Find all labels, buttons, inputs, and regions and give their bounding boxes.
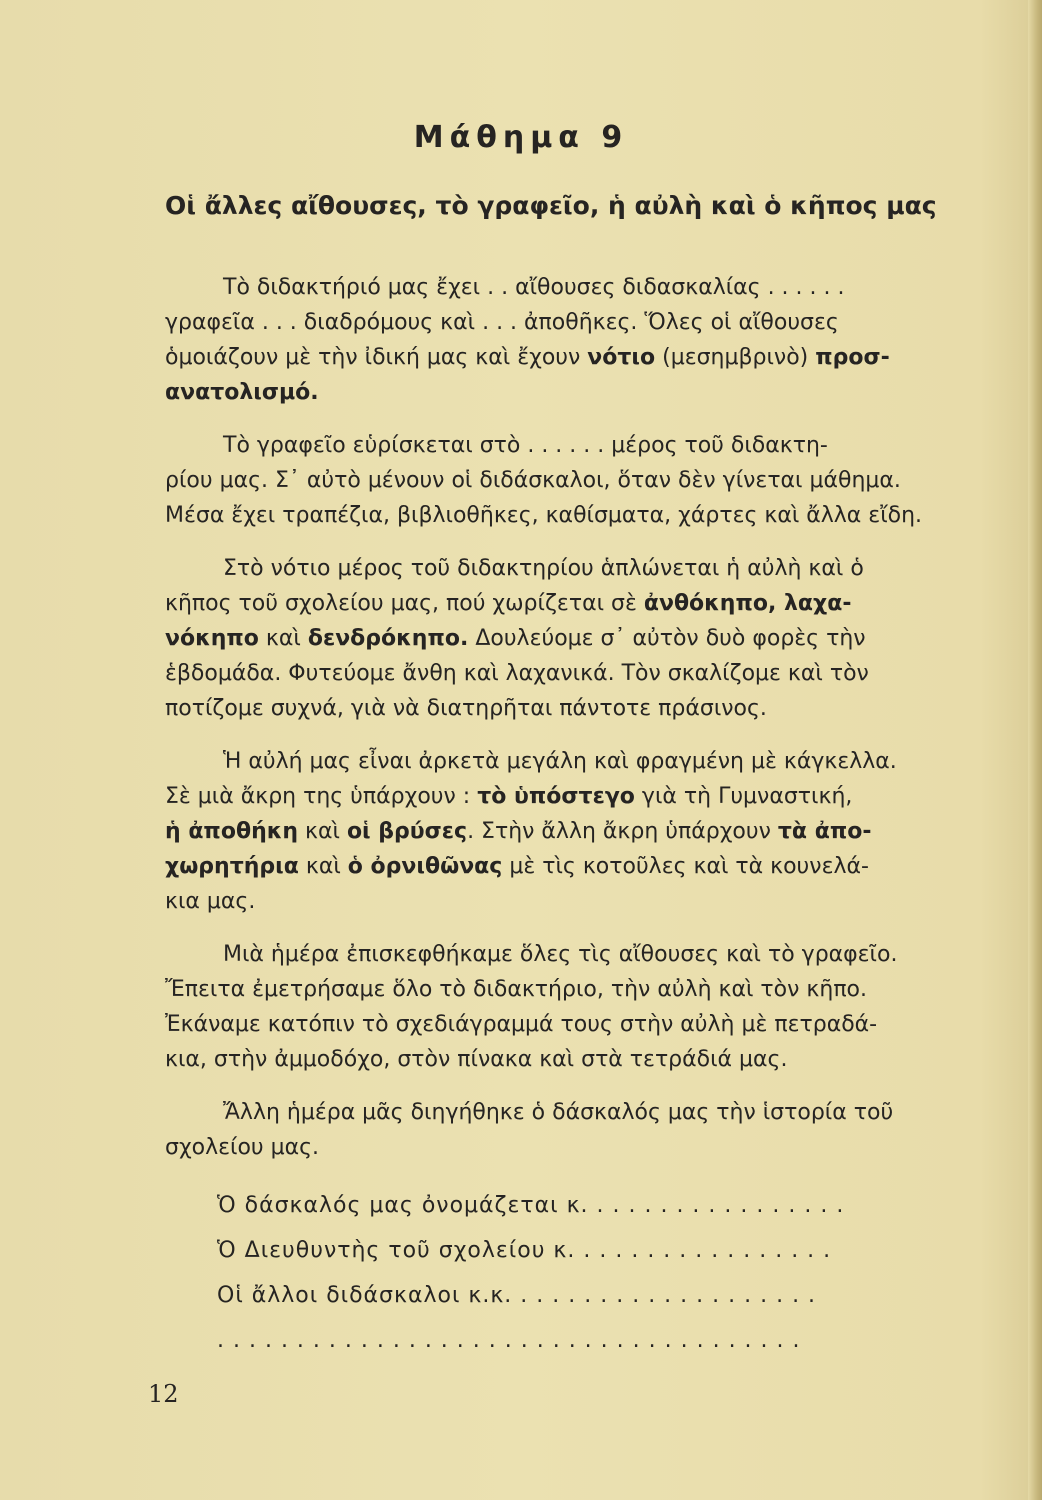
lesson-title: Μάθημα 9 <box>413 120 629 155</box>
text-line: κια, στὴν ἀμμοδόχο, στὸν πίνακα καὶ στὰ τετράδιά μας. <box>165 1047 788 1072</box>
text-line: Ἐκάναμε κατόπιν τὸ σχεδιάγραμμά τους στὴν αὐλὴ μὲ πετραδά- <box>165 1012 878 1037</box>
page-number: 12 <box>148 1380 179 1408</box>
bold-term: χωρητήρια <box>165 854 299 879</box>
text-line: Τὸ γραφεῖο εὑρίσκεται στὸ . . . . . . μέρος τοῦ διδακτη- <box>223 433 828 458</box>
text-line: ἑβδομάδα. Φυτεύομε ἄνθη καὶ λαχανικά. Τὸν σκαλίζομε καὶ τὸν <box>165 661 869 686</box>
text-line: κια μας. <box>165 889 256 914</box>
bold-term: ὁ ὀρνιθῶνας <box>347 854 503 879</box>
bold-term: οἱ βρύσες <box>346 819 468 844</box>
text-line: ὁμοιάζουν μὲ τὴν ἰδική μας καὶ ἔχουν νότιο (μεσημβρινὸ) προσ- <box>165 345 890 370</box>
bold-term: προσ- <box>815 345 890 370</box>
bold-term: ἡ ἀποθήκη <box>165 819 299 844</box>
lesson-body <box>165 270 923 1381</box>
paragraph-office <box>165 428 923 533</box>
text-line: γραφεῖα . . . διαδρόμους καὶ . . . ἀποθῆκες. Ὅλες οἱ αἴθουσες <box>165 310 839 335</box>
bold-term: νόκηπο <box>165 626 259 651</box>
text-line: Ἔπειτα ἐμετρήσαμε ὅλο τὸ διδακτήριο, τὴν αὐλὴ καὶ τὸν κῆπο. <box>165 977 868 1002</box>
text-line: ρίου μας. Σ᾽ αὐτὸ μένουν οἱ διδάσκαλοι, ὅταν δὲν γίνεται μάθημα. <box>165 468 901 493</box>
text-line: Μιὰ ἡμέρα ἐπισκεφθήκαμε ὅλες τὶς αἴθουσες καὶ τὸ γραφεῖο. <box>223 942 898 967</box>
text-line: Στὸ νότιο μέρος τοῦ διδακτηρίου ἁπλώνεται ἡ αὐλὴ καὶ ὁ <box>223 556 864 581</box>
text-line: χωρητήρια καὶ ὁ ὀρνιθῶνας μὲ τὶς κοτοῦλες καὶ τὰ κουνελά- <box>165 854 869 879</box>
bold-term: ανατολισμό. <box>165 380 319 405</box>
bold-term: τὸ ὑπόστεγο <box>477 784 635 809</box>
text-line: Ἄλλη ἡμέρα μᾶς διηγήθηκε ὁ δάσκαλός μας τὴν ἱστορία τοῦ <box>223 1100 894 1125</box>
paragraph-classrooms <box>165 270 923 410</box>
paragraph-garden <box>165 551 923 726</box>
text-line: Σὲ μιὰ ἄκρη της ὑπάρχουν : τὸ ὑπόστεγο γιὰ τὴ Γυμναστική, <box>165 784 853 809</box>
paragraph-yard <box>165 744 923 919</box>
book-spine <box>1028 0 1042 1500</box>
fill-in-blank-line: . . . . . . . . . . . . . . . . . . . . . . . . . . . . . . . . . . . . . <box>217 1328 801 1353</box>
fill-in-teacher: Ὁ δάσκαλός μας ὀνομάζεται κ. . . . . . . . . . . . . . . . . <box>217 1193 845 1218</box>
text-line: κῆπος τοῦ σχολείου μας, πού χωρίζεται σὲ ἀνθόκηπο, λαχα- <box>165 591 852 616</box>
fill-in-section <box>165 1183 923 1363</box>
text-line: ποτίζομε συχνά, γιὰ νὰ διατηρῆται πάντοτε πράσινος. <box>165 696 767 721</box>
paragraph-history <box>165 1095 923 1165</box>
fill-in-other-teachers: Οἱ ἄλλοι διδάσκαλοι κ.κ. . . . . . . . . . . . . . . . . . . . <box>217 1283 817 1308</box>
bold-term: νότιο <box>587 345 656 370</box>
bold-term: ἀνθόκηπο, λαχα- <box>643 591 852 616</box>
text-line: ἡ ἀποθήκη καὶ οἱ βρύσες. Στὴν ἄλλη ἄκρη ὑπάρχουν τὰ ἀπο- <box>165 819 872 844</box>
text-line: Ἡ αὐλή μας εἶναι ἀρκετὰ μεγάλη καὶ φραγμένη μὲ κάγκελλα. <box>223 749 897 774</box>
text-line: νόκηπο καὶ δενδρόκηπο. Δουλεύομε σ᾽ αὐτὸν δυὸ φορὲς τὴν <box>165 626 866 651</box>
fill-in-principal: Ὁ Διευθυντὴς τοῦ σχολείου κ. . . . . . . . . . . . . . . . . <box>217 1238 832 1263</box>
text-line: Μέσα ἔχει τραπέζια, βιβλιοθῆκες, καθίσματα, χάρτες καὶ ἄλλα εἴδη. <box>165 503 923 528</box>
bold-term: τὰ ἀπο- <box>777 819 872 844</box>
text-line: σχολείου μας. <box>165 1135 320 1160</box>
lesson-subtitle: Οἱ ἄλλες αἴθουσες, τὸ γραφεῖο, ἡ αὐλὴ καὶ ὁ κῆπος μας <box>165 191 937 220</box>
text-line: Τὸ διδακτήριό μας ἔχει . . αἴθουσες διδασκαλίας . . . . . . <box>223 275 845 300</box>
bold-term: δενδρόκηπο. <box>307 626 469 651</box>
paragraph-visit <box>165 937 923 1077</box>
